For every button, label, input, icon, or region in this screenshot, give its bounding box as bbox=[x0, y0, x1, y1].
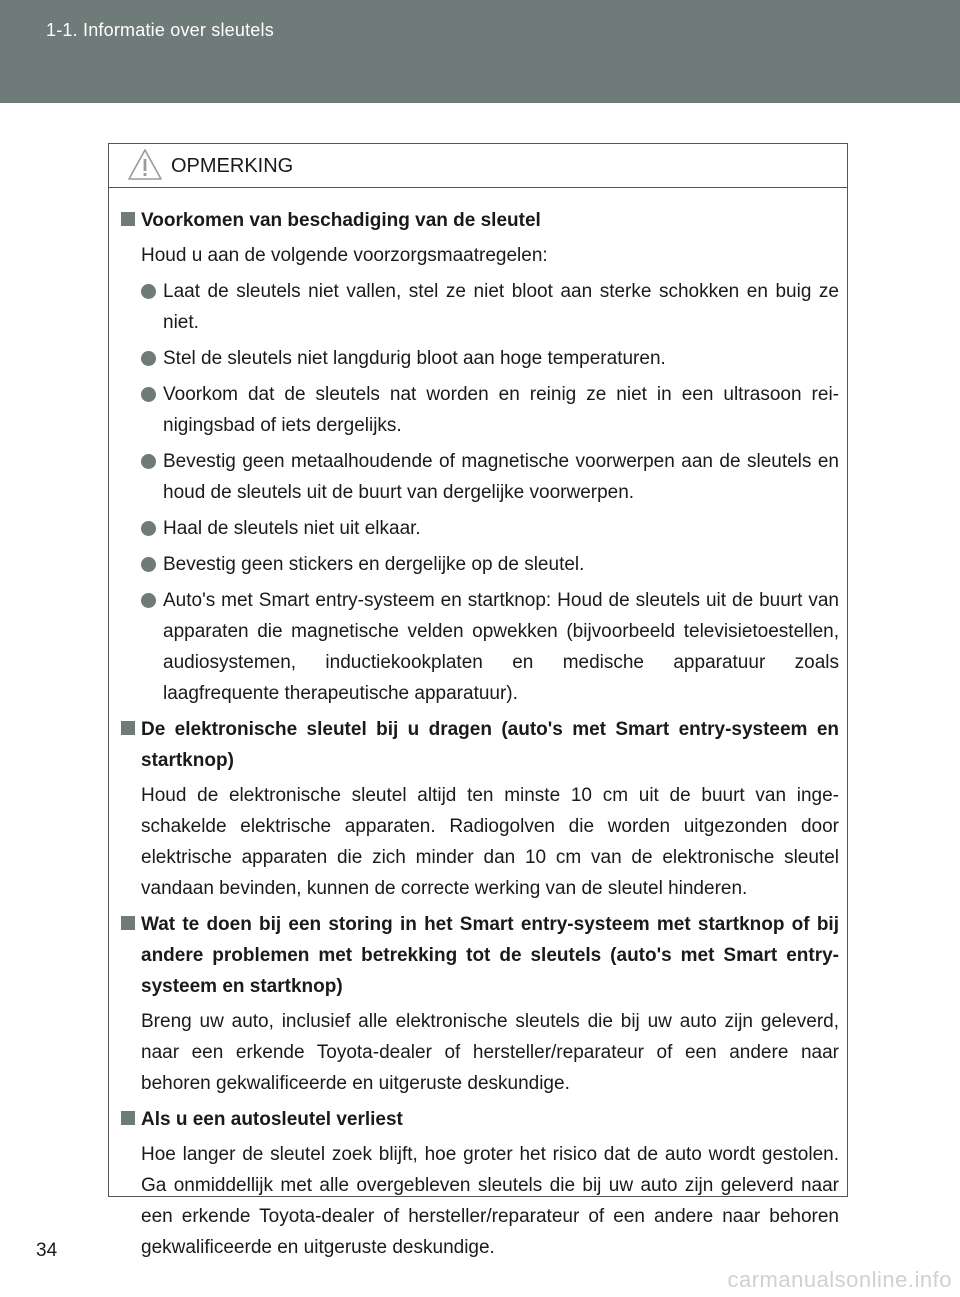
list-item: Haal de sleutels niet uit elkaar. bbox=[117, 513, 839, 544]
list-item: Stel de sleutels niet langdurig bloot aan hoge temperaturen. bbox=[117, 343, 839, 374]
section-heading: Als u een autosleutel verliest bbox=[117, 1104, 839, 1135]
round-bullet-icon bbox=[141, 387, 156, 402]
section-text: Hoe langer de sleutel zoek blijft, hoe groter het risico dat de auto wordt gestolen. Ga onmiddellijk met alle overgebleven sleutels die bij uw auto zijn geleverd naar een erkende Toyota-dealer of hersteller/reparateur of een andere naar behoren gekwalificeerde en uitgeruste deskundige. bbox=[141, 1144, 839, 1258]
round-bullet-icon bbox=[141, 557, 156, 572]
section-text: Houd de elektronische sleutel altijd ten minste 10 cm uit de buurt van ingeschakelde elektrische apparaten. Radiogolven die worden uitgezonden door elektrische apparaten die zich minder dan 10 cm van de elektronische sleutel vandaan bevinden, kunnen de correcte werking van de sleutel hinderen. bbox=[141, 785, 839, 899]
round-bullet-icon bbox=[141, 593, 156, 608]
round-bullet-icon bbox=[141, 284, 156, 299]
notice-box bbox=[108, 143, 848, 1258]
square-bullet-icon bbox=[121, 1111, 135, 1125]
notice-title: OPMERKING bbox=[171, 155, 294, 177]
watermark: carmanualsonline.info bbox=[727, 1267, 952, 1292]
section-text: Breng uw auto, inclusief alle elektronische sleutels die bij uw auto zijn geleverd, naar een erkende Toyota-dealer of hersteller/reparateur of een andere naar behoren gekwalificeerde en uitgeruste deskundige. bbox=[141, 1011, 839, 1094]
section-carry-key bbox=[117, 714, 839, 904]
section-title: 1-1. Informatie over sleutels bbox=[46, 20, 274, 40]
page-header bbox=[0, 0, 960, 103]
list-item: Laat de sleutels niet vallen, stel ze niet bloot aan sterke schokken en buig ze niet. bbox=[117, 276, 839, 338]
section-lost-key bbox=[117, 1104, 839, 1263]
square-bullet-icon bbox=[121, 721, 135, 735]
section-intro: Houd u aan de volgende voorzorgsmaatregelen: bbox=[141, 245, 548, 266]
section-key-damage bbox=[117, 205, 839, 709]
page-number: 34 bbox=[36, 1240, 58, 1261]
round-bullet-icon bbox=[141, 351, 156, 366]
section-malfunction bbox=[117, 909, 839, 1099]
notice-header bbox=[109, 144, 847, 188]
section-heading: De elektronische sleutel bij u dragen (auto's met Smart entry-systeem en startknop) bbox=[117, 714, 839, 776]
section-heading: Wat te doen bij een storing in het Smart entry-systeem met startknop of bij andere problemen met betrekking tot de sleutels (auto's met Smart entry-systeem en startknop) bbox=[117, 909, 839, 1002]
round-bullet-icon bbox=[141, 454, 156, 469]
warning-triangle-icon bbox=[127, 148, 163, 182]
round-bullet-icon bbox=[141, 521, 156, 536]
notice-body bbox=[109, 188, 847, 1268]
list-item: Auto's met Smart entry-systeem en startknop: Houd de sleutels uit de buurt van apparaten die magnetische velden opwekken (bijvoorbeeld televisietoestellen, audiosystemen, inductiekookplaten en medische apparatuur zoals laagfrequente therapeutische apparatuur). bbox=[117, 585, 839, 709]
list-item: Voorkom dat de sleutels nat worden en reinig ze niet in een ultrasoon reinigingsbad of iets dergelijks. bbox=[117, 379, 839, 441]
list-item: Bevestig geen stickers en dergelijke op de sleutel. bbox=[117, 549, 839, 580]
square-bullet-icon bbox=[121, 212, 135, 226]
section-heading: Voorkomen van beschadiging van de sleutel bbox=[117, 205, 839, 236]
square-bullet-icon bbox=[121, 916, 135, 930]
list-item: Bevestig geen metaalhoudende of magnetische voorwerpen aan de sleutels en houd de sleutels uit de buurt van dergelijke voorwerpen. bbox=[117, 446, 839, 508]
